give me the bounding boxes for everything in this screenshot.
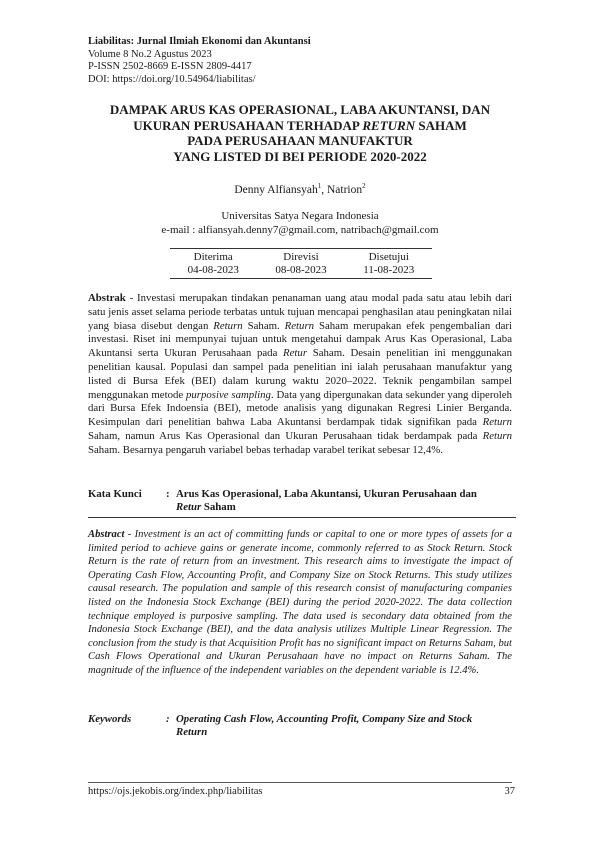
section-divider [88,517,516,518]
keywords-line-1: Operating Cash Flow, Accounting Profit, Company Size and Stock [176,713,473,725]
abstrak-text-6: Saham, namun Arus Kas Operasional dan Ukuran Perusahaan tidak berdampak pada [88,429,483,442]
date-received [170,251,256,277]
footer-divider [88,782,512,783]
abstract-paragraph [88,528,512,678]
footer-url-link[interactable]: https://ojs.jekobis.org/index.php/liabilitas [88,786,263,797]
journal-name: Liabilitas: Jurnal Ilmiah Ekonomi dan Akuntansi [88,36,311,47]
abstrak-text-1: - Investasi merupakan tindakan penanaman uang atau modal pada satu atau lebih dari satu jenis asset selama periode terbatas untuk tujuan mencapai penghasilan atau peningkatan nilai yang biasa disebut dengan [88,292,512,332]
abstrak-text-4: Saham. Desain penelitian ini menggunakan penelitian kausal. Populasi dan sampel pada penelitian ini ialah perusahaan manufaktur yang listed di Bursa Efek (BEI) dalam kurung waktu 2020–2022. Teknik pengambilan sampel menggunakan metode [88,347,512,401]
author-2: Natrion [326,183,363,196]
title-line-2 [70,118,530,134]
kata-kunci-label: Kata Kunci [88,488,142,500]
date-revised-label: Direvisi [283,251,319,263]
affiliation-institution: Universitas Satya Negara Indonesia [221,210,379,222]
keywords-values [176,713,518,739]
submission-dates [170,248,432,279]
abstrak-text-2: Saham. [242,319,285,332]
kata-kunci-line-2 [176,501,518,514]
title-line-4: YANG LISTED DI BEI PERIODE 2020-2022 [173,148,427,164]
abstrak-text-7: Saham. Besarnya pengaruh variabel bebas terhadap varabel terikat sebesar 12,4%. [88,443,443,456]
date-received-label: Diterima [193,251,233,263]
date-revised [258,251,344,277]
journal-header [88,36,311,86]
paper-title [70,102,530,164]
abstrak-paragraph [88,292,512,458]
title-line-2-italic: RETURN [362,117,416,133]
date-accepted [346,251,432,277]
abstrak-italic-5: Return [482,416,512,429]
author-1-sup: 1 [317,182,322,190]
author-list [0,182,600,196]
page-number: 37 [504,786,515,797]
keywords-label: Keywords [88,713,132,725]
kata-kunci-line-2-post: Saham [201,501,236,513]
title-line-3: PADA PERUSAHAAN MANUFAKTUR [187,133,413,148]
abstrak-text-5: . Data yang dipergunakan data sekunder yang diperoleh dari Bursa Efek Indoensia (BEI), metode analisis yang digunakan Regresi Linier Berganda. Kesimpulan dari penelitian bahwa Laba Akuntansi berdampak tidak signifikan pada [88,388,513,429]
abstrak-italic-1: Return [213,319,243,332]
abstract-label: Abstract [88,529,125,540]
kata-kunci-values [176,488,518,514]
abstrak-label: Abstrak [88,292,126,304]
author-2-sup: 2 [362,182,366,190]
date-accepted-value: 11-08-2023 [363,264,415,276]
kata-kunci-colon: : [166,488,170,500]
keywords-colon: : [166,713,170,725]
affiliation [0,209,600,237]
date-received-value: 04-08-2023 [187,264,239,276]
date-accepted-label: Disetujui [368,251,409,263]
abstrak-italic-4: purposive sampling [185,388,271,401]
kata-kunci-row [88,488,518,514]
abstrak-italic-2: Return [284,319,315,332]
date-revised-value: 08-08-2023 [275,264,327,276]
abstract-text: - Investment is an act of committing funds or capital to one or more types of assets for a limited period to achieve gains or generate income, commonly referred to as Stock Return. Stock Return is the rate of return from an investment. This research aims to investigate the impact of Operating Cash Flow, Accounting Profit, and Company Size on Stock Returns. This study utilizes causal research. The population and sample of this research consist of manufacturing companies listed on the Indonesia Stock Exchange (BEI) during the period 2020-2022. The data collection technique employed is purposive sampling. The data used is secondary data obtained from the Indonesia Stock Exchange (BEI), and the data analysis utilizes Multiple Linear Regression. The conclusion from the study is that Acquisition Profit has no significant impact on Returns Saham, but Cash Flows Operational and Ukuran Perusahaan have no impact on Returns Saham. The magnitude of the influence of the independent variables on the dependent variable is 12.4%. [88,529,512,676]
title-line-2-pre: UKURAN PERUSAHAAN TERHADAP [133,117,363,133]
keywords-line-2: Return [176,726,208,738]
abstrak-italic-3: Retur [283,347,308,360]
journal-issn: P-ISSN 2502-8669 E-ISSN 2809-4417 [88,61,252,72]
title-line-1: DAMPAK ARUS KAS OPERASIONAL, LABA AKUNTANSI, DAN [109,102,491,117]
abstrak-text-3: Saham merupakan efek pengembalian dari investasi. Riset ini mempunyai tujuan untuk mengetahui dampak Arus Kas Operasional, Laba Akuntansi serta Ukuran Perusahaan pada [88,319,513,360]
author-1: Denny Alfiansyah [234,183,318,196]
affiliation-email[interactable]: e-mail : alfiansyah.denny7@gmail.com, natribach@gmail.com [161,224,439,236]
kata-kunci-line-1: Arus Kas Operasional, Laba Akuntansi, Ukuran Perusahaan dan [176,488,477,500]
journal-volume: Volume 8 No.2 Agustus 2023 [88,48,212,60]
kata-kunci-line-2-italic: Retur [176,501,202,513]
journal-doi[interactable]: DOI: https://doi.org/10.54964/liabilitas/ [88,73,256,85]
abstrak-italic-6: Return [482,429,512,442]
keywords-row [88,713,518,739]
author-separator: , [321,183,327,196]
title-line-2-post: SAHAM [415,117,467,133]
